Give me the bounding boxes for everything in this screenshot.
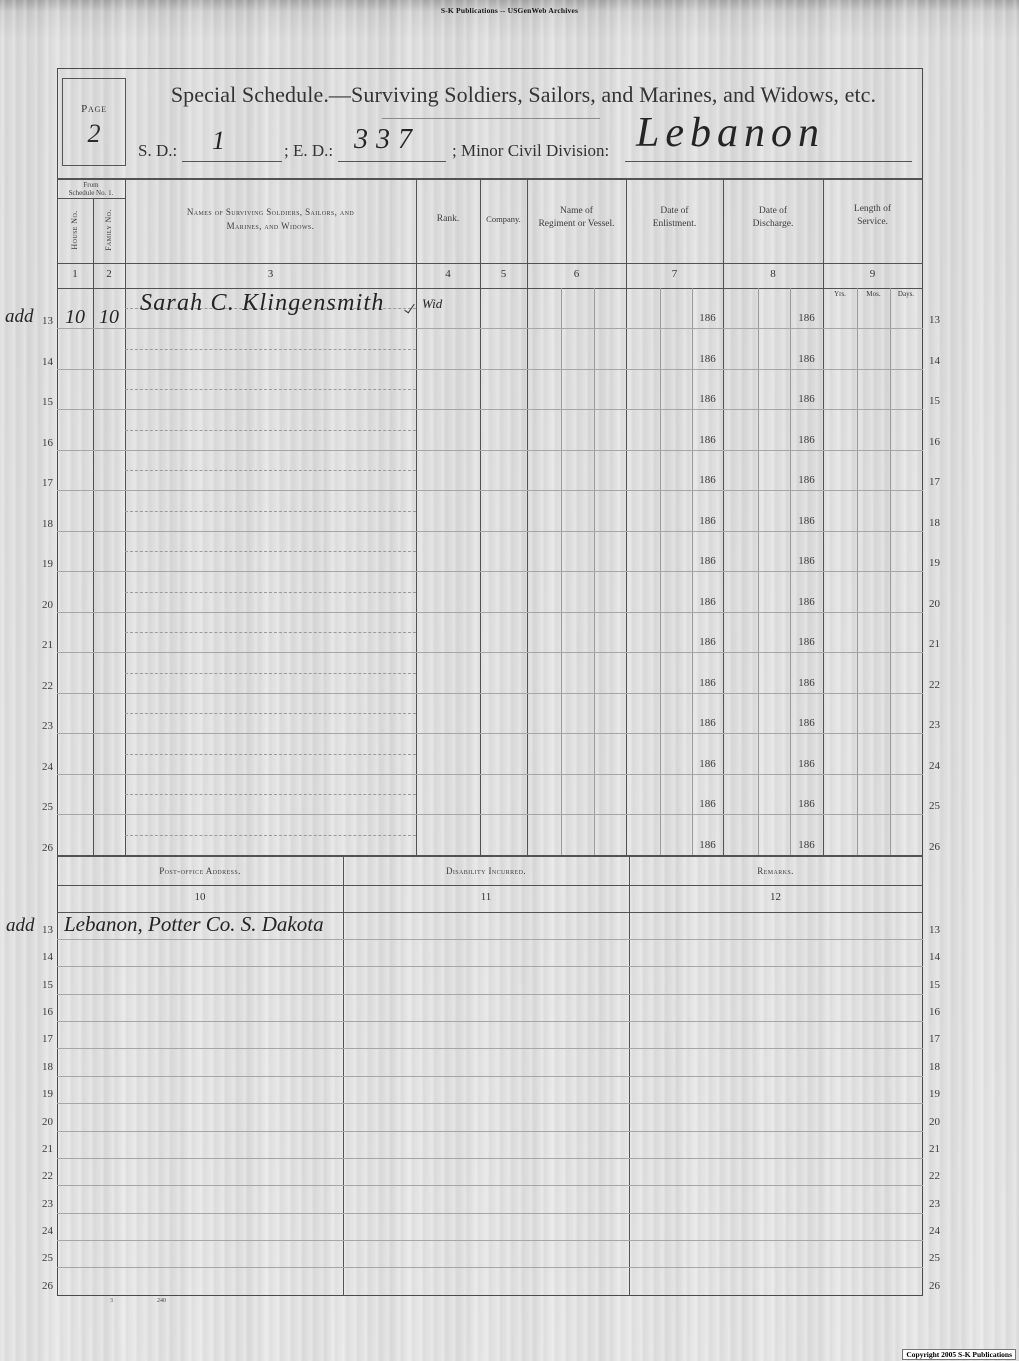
- from-schedule-header: From Schedule No. 1.: [68, 181, 114, 197]
- discharge-year-prefix: 186: [798, 433, 815, 446]
- service-years-subheader: Yrs.: [834, 290, 846, 298]
- discharge-header: Date of Discharge.: [752, 206, 794, 229]
- enlistment-year-prefix: 186: [699, 838, 716, 851]
- discharge-year-prefix: 186: [798, 393, 815, 405]
- schedule-title: Special Schedule.—Surviving Soldiers, Sailors, and Marines, and Widows, etc.: [170, 82, 877, 107]
- line-number-left: 19: [42, 1088, 53, 1101]
- name-writing-line: [125, 592, 416, 593]
- table-row: [0, 1268, 1019, 1295]
- rank-header: Rank.: [436, 214, 460, 224]
- line-number-right: 17: [929, 1033, 940, 1046]
- line-number-left: 16: [42, 1006, 53, 1019]
- table-row: [0, 288, 1019, 329]
- line-number-left: 25: [42, 801, 53, 813]
- lower-header-rule: [57, 885, 923, 886]
- discharge-year-prefix: 186: [798, 757, 815, 770]
- table-row: [0, 1240, 1019, 1267]
- line-number-left: 18: [42, 1060, 53, 1073]
- from-schedule-rule: [57, 198, 125, 199]
- line-number-left: 20: [42, 598, 53, 611]
- name-writing-line: [125, 713, 416, 714]
- line-number-right: 19: [929, 1088, 940, 1101]
- names-header: Names of Surviving Soldiers, Sailors, and Marines, and Widows.: [186, 207, 355, 231]
- line-number-left: 16: [42, 436, 53, 449]
- house-number-header: House No.: [70, 210, 79, 250]
- column-number: 2: [106, 268, 112, 280]
- table-row: [0, 450, 1019, 491]
- column-number: 10: [194, 891, 206, 903]
- page-number: 2: [87, 119, 101, 148]
- copyright-notice: Copyright 2005 S-K Publications: [902, 1349, 1016, 1360]
- regiment-header: Name of Regiment or Vessel.: [538, 206, 615, 229]
- line-number-right: 21: [929, 1142, 940, 1155]
- line-number-left: 23: [42, 720, 53, 732]
- service-length-header: Length of Service.: [853, 204, 892, 227]
- disability-header: Disability Incurred.: [446, 866, 526, 876]
- line-number-right: 17: [929, 476, 940, 488]
- line-number-left: 17: [42, 477, 53, 489]
- name-writing-line: [125, 794, 416, 795]
- column-number: 3: [267, 268, 274, 280]
- service-days-subheader: Days.: [897, 290, 915, 298]
- enlistment-year-prefix: 186: [699, 393, 716, 405]
- line-number-right: 25: [929, 800, 940, 812]
- column-number: 8: [770, 268, 776, 280]
- line-number-right: 25: [929, 1252, 940, 1265]
- line-number-left: 22: [42, 679, 53, 692]
- line-number-left: 18: [42, 517, 53, 530]
- line-number-right: 19: [929, 557, 940, 569]
- name-writing-line: [125, 430, 416, 431]
- line-number-left: 24: [42, 760, 53, 773]
- line-number-left: 21: [42, 1142, 53, 1155]
- line-number-right: 26: [929, 840, 940, 853]
- section-divider-rule: [57, 855, 923, 857]
- column-number: 9: [869, 268, 876, 280]
- discharge-year-prefix: 186: [798, 717, 815, 729]
- rank-entry: Wid: [422, 296, 443, 311]
- line-number-right: 18: [929, 1060, 940, 1073]
- table-row: [0, 1158, 1019, 1185]
- header-top-rule: [57, 178, 923, 180]
- name-writing-line: [125, 470, 416, 471]
- table-row: [0, 1021, 1019, 1048]
- line-number-right: 13: [929, 924, 940, 936]
- minor-civil-division-label: ; Minor Civil Division:: [452, 141, 610, 160]
- line-number-right: 24: [929, 759, 940, 772]
- line-number-right: 24: [929, 1224, 940, 1237]
- line-number-right: 22: [929, 678, 940, 691]
- discharge-year-prefix: 186: [798, 676, 815, 689]
- line-number-left: 13: [42, 315, 53, 327]
- line-number-left: 13: [42, 924, 53, 936]
- table-row: [0, 1104, 1019, 1131]
- table-row: [0, 1186, 1019, 1213]
- table-row: [0, 612, 1019, 653]
- column-number: 6: [573, 268, 580, 280]
- table-row: [0, 693, 1019, 734]
- enlistment-year-prefix: 186: [699, 798, 716, 810]
- table-row: [0, 1131, 1019, 1158]
- name-writing-line: [125, 754, 416, 755]
- discharge-year-prefix: 186: [798, 838, 815, 851]
- line-number-right: 23: [929, 719, 940, 731]
- sheet-mark: 240: [157, 1298, 166, 1304]
- table-row: [0, 734, 1019, 775]
- line-number-right: 14: [929, 951, 940, 964]
- enlistment-year-prefix: 186: [699, 514, 716, 527]
- enlistment-year-prefix: 186: [699, 676, 716, 689]
- table-row: [0, 912, 1019, 939]
- line-number-right: 15: [929, 978, 940, 991]
- line-number-right: 23: [929, 1197, 940, 1210]
- name-writing-line: [125, 632, 416, 633]
- column-number: 4: [445, 268, 451, 280]
- line-number-left: 22: [42, 1170, 53, 1183]
- enlistment-year-prefix: 186: [699, 757, 716, 770]
- line-number-right: 26: [929, 1279, 940, 1292]
- column-number-top-rule: [57, 263, 923, 264]
- line-number-left: 15: [42, 396, 53, 408]
- minor-civil-division-value: Lebanon: [636, 110, 825, 156]
- enlistment-year-prefix: 186: [699, 636, 716, 648]
- remarks-header: Remarks.: [757, 866, 794, 876]
- table-row: [0, 1076, 1019, 1103]
- discharge-year-prefix: 186: [798, 514, 815, 527]
- table-row: [0, 1213, 1019, 1240]
- line-number-left: 15: [42, 978, 53, 991]
- line-number-right: 15: [929, 395, 940, 407]
- name-writing-line: [125, 349, 416, 350]
- column-number: 12: [770, 891, 781, 903]
- table-row: [0, 967, 1019, 994]
- post-office-address-header: Post-office Address.: [159, 866, 241, 876]
- line-number-right: 16: [929, 435, 940, 448]
- line-number-right: 22: [929, 1170, 940, 1183]
- minor-civil-division-underline: [625, 161, 912, 162]
- margin-note: add: [5, 306, 34, 327]
- page-number-box: [62, 78, 126, 166]
- table-row: [0, 410, 1019, 451]
- sd-label: S. D.:: [138, 141, 178, 160]
- enlistment-year-prefix: 186: [699, 352, 716, 365]
- enlistment-year-prefix: 186: [699, 595, 716, 608]
- line-number-right: 13: [929, 314, 940, 326]
- table-row: [0, 815, 1019, 856]
- sd-underline: [182, 161, 282, 162]
- discharge-year-prefix: 186: [798, 474, 815, 486]
- table-row: [0, 369, 1019, 410]
- discharge-year-prefix: 186: [798, 352, 815, 365]
- enlistment-header: Date of Enlistment.: [652, 206, 697, 229]
- sd-value: 1: [212, 126, 225, 155]
- enlistment-year-prefix: 186: [699, 474, 716, 486]
- line-number-right: 18: [929, 516, 940, 529]
- table-row: [0, 491, 1019, 532]
- line-number-left: 14: [42, 355, 53, 368]
- post-office-address: Lebanon, Potter Co. S. Dakota: [64, 912, 324, 936]
- company-header: Company.: [486, 214, 521, 224]
- family-number: 10: [99, 306, 119, 328]
- line-number-left: 14: [42, 951, 53, 964]
- name-writing-line: [125, 835, 416, 836]
- discharge-year-prefix: 186: [798, 636, 815, 648]
- table-row: [0, 531, 1019, 572]
- page-label: Page: [81, 103, 107, 115]
- line-number-left: 21: [42, 639, 53, 651]
- ed-underline: [338, 161, 446, 162]
- column-number: 11: [480, 891, 492, 903]
- enlistment-year-prefix: 186: [699, 717, 716, 729]
- line-number-left: 17: [42, 1033, 53, 1046]
- line-number-left: 26: [42, 1279, 53, 1292]
- line-number-right: 21: [929, 638, 940, 650]
- line-number-left: 25: [42, 1252, 53, 1265]
- table-row: [0, 939, 1019, 966]
- table-row: [0, 774, 1019, 815]
- column-number: 5: [500, 268, 507, 280]
- line-number-left: 23: [42, 1197, 53, 1210]
- title-rule: [382, 118, 600, 119]
- house-number: 10: [65, 306, 85, 328]
- discharge-year-prefix: 186: [798, 595, 815, 608]
- table-row: [0, 994, 1019, 1021]
- discharge-year-prefix: 186: [798, 798, 815, 810]
- enlistment-year-prefix: 186: [699, 555, 716, 567]
- line-number-right: 14: [929, 354, 940, 367]
- name-writing-line: [125, 551, 416, 552]
- column-number: 7: [671, 268, 678, 280]
- enlistment-year-prefix: 186: [699, 312, 716, 324]
- line-number-left: 26: [42, 841, 53, 854]
- table-row: [0, 329, 1019, 370]
- ed-value: 337: [354, 124, 420, 155]
- soldier-or-widow-name: Sarah C. Klingensmith: [140, 290, 385, 316]
- sheet-mark: 3: [110, 1298, 113, 1304]
- line-number-left: 24: [42, 1224, 53, 1237]
- name-writing-line: [125, 389, 416, 390]
- line-number-left: 20: [42, 1115, 53, 1128]
- line-number-right: 20: [929, 597, 940, 610]
- discharge-year-prefix: 186: [798, 555, 815, 567]
- line-number-right: 16: [929, 1006, 940, 1019]
- ed-label: ; E. D.:: [284, 141, 334, 160]
- enlistment-year-prefix: 186: [699, 433, 716, 446]
- archive-header: S-K Publications -- USGenWeb Archives: [440, 6, 579, 15]
- service-months-subheader: Mos.: [866, 290, 881, 298]
- table-row: [0, 572, 1019, 613]
- discharge-year-prefix: 186: [798, 312, 815, 324]
- margin-note: add: [6, 915, 35, 936]
- name-writing-line: [125, 673, 416, 674]
- archive-header-strip: [0, 0, 1019, 13]
- table-row: [0, 653, 1019, 694]
- table-row: [0, 1049, 1019, 1076]
- line-number-left: 19: [42, 558, 53, 570]
- line-number-right: 20: [929, 1115, 940, 1128]
- family-number-header: Family No.: [104, 209, 113, 251]
- name-writing-line: [125, 511, 416, 512]
- column-number: 1: [72, 268, 78, 280]
